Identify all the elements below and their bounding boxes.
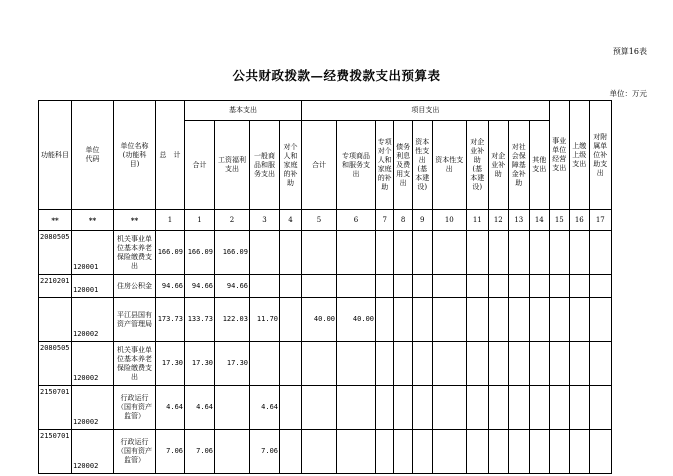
index-cell: 12: [488, 210, 508, 231]
index-cell: **: [114, 210, 156, 231]
header-proj-personal: 专项对个人和家庭的补助: [376, 121, 394, 210]
func-code-cell: 2150701: [39, 386, 72, 430]
proj-subtotal-cell: [302, 342, 337, 386]
unit-name-cell: 行政运行（国有资产监管）: [114, 386, 156, 430]
unit-code-cell: 120002: [72, 430, 114, 474]
header-capital-build: 资本性支出(基本建设): [412, 121, 432, 210]
basic-subtotal-cell: 133.73: [185, 298, 215, 342]
proj-subtotal-cell: [302, 430, 337, 474]
header-basic-group: 基本支出: [185, 101, 302, 121]
proj-subtotal-cell: [302, 386, 337, 430]
unit-name-cell: 平江县国有资产管理局: [114, 298, 156, 342]
total-cell: 166.09: [156, 231, 185, 275]
unit-name-cell: 机关事业单位基本养老保险缴费支出: [114, 231, 156, 275]
basic-subtotal-cell: 4.64: [185, 386, 215, 430]
header-social: 对社会保障基金补助: [508, 121, 529, 210]
goods-cell: [250, 342, 280, 386]
table-row: [39, 386, 612, 430]
header-operation: 事业单位经营支出: [549, 101, 569, 210]
func-code-cell: 2150701: [39, 430, 72, 474]
unit-name-cell: 行政运行（国有资产监管）: [114, 430, 156, 474]
table-row: [39, 298, 612, 342]
proj-goods-cell: 40.00: [337, 298, 376, 342]
wage-cell: 17.30: [215, 342, 250, 386]
goods-cell: 7.06: [250, 430, 280, 474]
header-unit-name: 单位名称(功能科目): [114, 101, 156, 210]
index-cell: 15: [549, 210, 569, 231]
proj-goods-cell: [337, 430, 376, 474]
index-cell: 17: [589, 210, 611, 231]
table-row: [39, 342, 612, 386]
empty-cell: [280, 298, 302, 342]
index-cell: 4: [280, 210, 302, 231]
index-cell: 14: [529, 210, 549, 231]
table-row: [39, 275, 612, 298]
index-cell: 3: [250, 210, 280, 231]
header-debt: 债务利息及费用支出: [394, 121, 412, 210]
index-cell: 1: [156, 210, 185, 231]
budget-table: [38, 100, 612, 474]
empty-cell: [280, 342, 302, 386]
index-cell: 10: [432, 210, 466, 231]
empty-cell: [280, 386, 302, 430]
proj-goods-cell: [337, 342, 376, 386]
wage-cell: 122.03: [215, 298, 250, 342]
func-code-cell: 2080505: [39, 342, 72, 386]
unit-label: 单位：万元: [609, 89, 647, 98]
basic-subtotal-cell: 17.30: [185, 342, 215, 386]
header-subordinate: 对附属单位补助支出: [589, 101, 611, 210]
wage-cell: 94.66: [215, 275, 250, 298]
unit-code-cell: 120002: [72, 342, 114, 386]
header-capital: 资本性支出: [432, 121, 466, 210]
table-code: 预算16表: [612, 47, 647, 56]
table-row: [39, 430, 612, 474]
total-cell: 94.66: [156, 275, 185, 298]
total-cell: 17.30: [156, 342, 185, 386]
basic-subtotal-cell: 7.06: [185, 430, 215, 474]
basic-subtotal-cell: 166.09: [185, 231, 215, 275]
unit-code-cell: 120002: [72, 298, 114, 342]
index-cell: 1: [185, 210, 215, 231]
header-total: 总 计: [156, 101, 185, 210]
header-personal: 对个人和家庭的补助: [280, 121, 302, 210]
total-cell: 173.73: [156, 298, 185, 342]
total-cell: 7.06: [156, 430, 185, 474]
index-cell: 16: [569, 210, 589, 231]
goods-cell: [250, 275, 280, 298]
header-proj-goods: 专项商品和服务支出: [337, 121, 376, 210]
proj-goods-cell: [337, 231, 376, 275]
empty-cell: [280, 231, 302, 275]
header-other: 其他支出: [529, 121, 549, 210]
header-wage: 工资福利支出: [215, 121, 250, 210]
unit-name-cell: 住房公积金: [114, 275, 156, 298]
index-row: [39, 210, 612, 231]
table-row: [39, 231, 612, 275]
header-enterprise: 对企业补助: [488, 121, 508, 210]
index-cell: **: [39, 210, 72, 231]
header-unit-code: 单位代码: [72, 101, 114, 210]
proj-subtotal-cell: [302, 275, 337, 298]
index-cell: 8: [394, 210, 412, 231]
proj-goods-cell: [337, 386, 376, 430]
basic-subtotal-cell: 94.66: [185, 275, 215, 298]
index-cell: 7: [376, 210, 394, 231]
wage-cell: 166.09: [215, 231, 250, 275]
wage-cell: [215, 386, 250, 430]
unit-name-cell: 机关事业单位基本养老保险缴费支出: [114, 342, 156, 386]
unit-code-cell: 120001: [72, 231, 114, 275]
total-cell: 4.64: [156, 386, 185, 430]
goods-cell: [250, 231, 280, 275]
proj-subtotal-cell: [302, 231, 337, 275]
index-cell: 6: [337, 210, 376, 231]
index-cell: 13: [508, 210, 529, 231]
header-project-group: 项目支出: [302, 101, 550, 121]
header-goods: 一般商品和服务支出: [250, 121, 280, 210]
empty-cell: [280, 275, 302, 298]
unit-code-cell: 120001: [72, 275, 114, 298]
header-enterprise-build: 对企业补助(基本建设): [466, 121, 488, 210]
proj-goods-cell: [337, 275, 376, 298]
proj-subtotal-cell: 40.00: [302, 298, 337, 342]
index-cell: 2: [215, 210, 250, 231]
empty-cell: [280, 430, 302, 474]
header-upper: 上缴上级支出: [569, 101, 589, 210]
goods-cell: 4.64: [250, 386, 280, 430]
func-code-cell: 2210201: [39, 275, 72, 298]
index-cell: 9: [412, 210, 432, 231]
goods-cell: 11.70: [250, 298, 280, 342]
index-cell: 11: [466, 210, 488, 231]
header-proj-subtotal: 合计: [302, 121, 337, 210]
index-cell: 5: [302, 210, 337, 231]
wage-cell: [215, 430, 250, 474]
header-func-code: 功能科目: [39, 101, 72, 210]
page-title: 公共财政拨款—经费拨款支出预算表: [232, 68, 441, 83]
index-cell: **: [72, 210, 114, 231]
header-basic-subtotal: 合计: [185, 121, 215, 210]
func-code-cell: 2080505: [39, 231, 72, 275]
func-code-cell: [39, 298, 72, 342]
unit-code-cell: 120002: [72, 386, 114, 430]
